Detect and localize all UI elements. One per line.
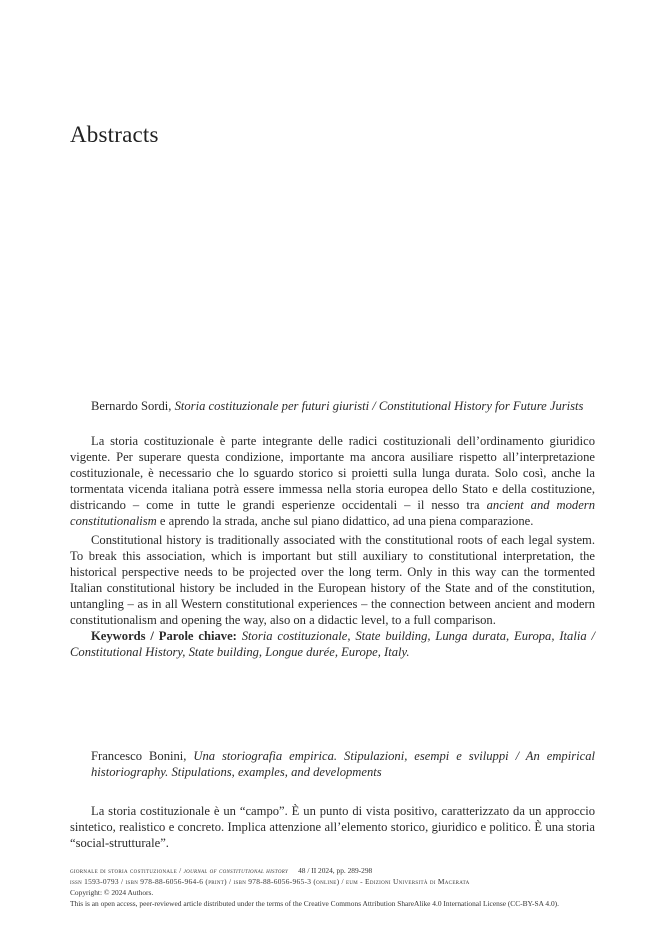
page-title: Abstracts bbox=[70, 122, 159, 147]
issn-line: issn 1593-0793 / isbn 978-88-6056-964-6 (print) / isbn 978-88-6056-965-3 (online) / eum - Edizioni Università di Macerata bbox=[70, 877, 470, 886]
abstract-entry-bonini bbox=[70, 748, 595, 780]
page-footer bbox=[70, 865, 595, 909]
article-author: Bernardo Sordi, bbox=[91, 399, 175, 413]
copyright-line: Copyright: © 2024 Authors. bbox=[70, 888, 154, 897]
abstract-italian-text: La storia costituzionale è parte integrante delle radici costituzionali dell’ordinamento giuridico vigente. Per superare questa condizione, importante ma ancora ausiliare rispetto all’interpretazione costituzionale, è necessario che lo sguardo storico si proietti sulla lunga durata. Solo così, anche la tormentata vicenda italiana potrà essere immessa nella storia europea dello Stato e della costituzione, districando – come in tutte le grandi esperienze occidentali – il nesso tra bbox=[70, 434, 595, 513]
issue-info: 48 / II 2024, pp. 289-298 bbox=[298, 866, 373, 875]
keywords-list: Storia costituzionale, State building, Lunga durata, Europa, Italia / Constitutional History, State building, Longue durée, Europe, Italy. bbox=[70, 629, 595, 660]
abstract-italian: La storia costituzionale è un “campo”. È un punto di vista positivo, caratterizzato da un approccio sintetico, realistico e concreto. Implica attenzione all’elemento storico, giuridico e politico. È una storia “social-strutturale”. bbox=[70, 804, 595, 851]
article-title: Una storiografia empirica. Stipulazioni, esempi e sviluppi / An empirical historiography. Stipulations, examples, and developments bbox=[91, 749, 595, 780]
abstract-italian-text-end: e aprendo la strada, anche sul piano didattico, ad una piena comparazione. bbox=[156, 514, 534, 529]
abstract-italian-emphasis: ancient and modern constitutionalism bbox=[70, 498, 595, 529]
keywords-label: Keywords / Parole chiave: bbox=[91, 629, 237, 644]
abstract-entry-sordi bbox=[70, 398, 595, 414]
article-heading bbox=[70, 748, 595, 780]
keywords bbox=[70, 628, 595, 660]
abstract-body-bonini bbox=[70, 803, 595, 851]
journal-name: giornale di storia costituzionale / bbox=[70, 866, 184, 875]
abstract-body-sordi bbox=[70, 433, 595, 660]
journal-line bbox=[70, 865, 595, 876]
abstract-italian bbox=[70, 433, 595, 530]
journal-name-en: journal of constitutional history bbox=[183, 866, 289, 875]
license-line: This is an open access, peer-reviewed article distributed under the terms of the Creative Commons Attribution ShareAlike 4.0 International License (CC-BY-SA 4.0). bbox=[70, 899, 559, 908]
article-heading bbox=[70, 398, 595, 414]
abstract-english: Constitutional history is traditionally associated with the constitutional roots of each legal system. To break this association, which is important but still auxiliary to constitutional interpretation, the historical perspective needs to be projected over the long term. Only in this way can the tormented Italian constitutional history be included in the European history of the State and of the constitution, untangling – as in all Western constitutional experiences – the connection between ancient and modern constitutionalism and opening the way, also on a didactic level, to a full comparison. bbox=[70, 532, 595, 628]
article-author: Francesco Bonini, bbox=[91, 749, 194, 763]
article-title: Storia costituzionale per futuri giuristi / Constitutional History for Future Jurists bbox=[174, 399, 584, 413]
